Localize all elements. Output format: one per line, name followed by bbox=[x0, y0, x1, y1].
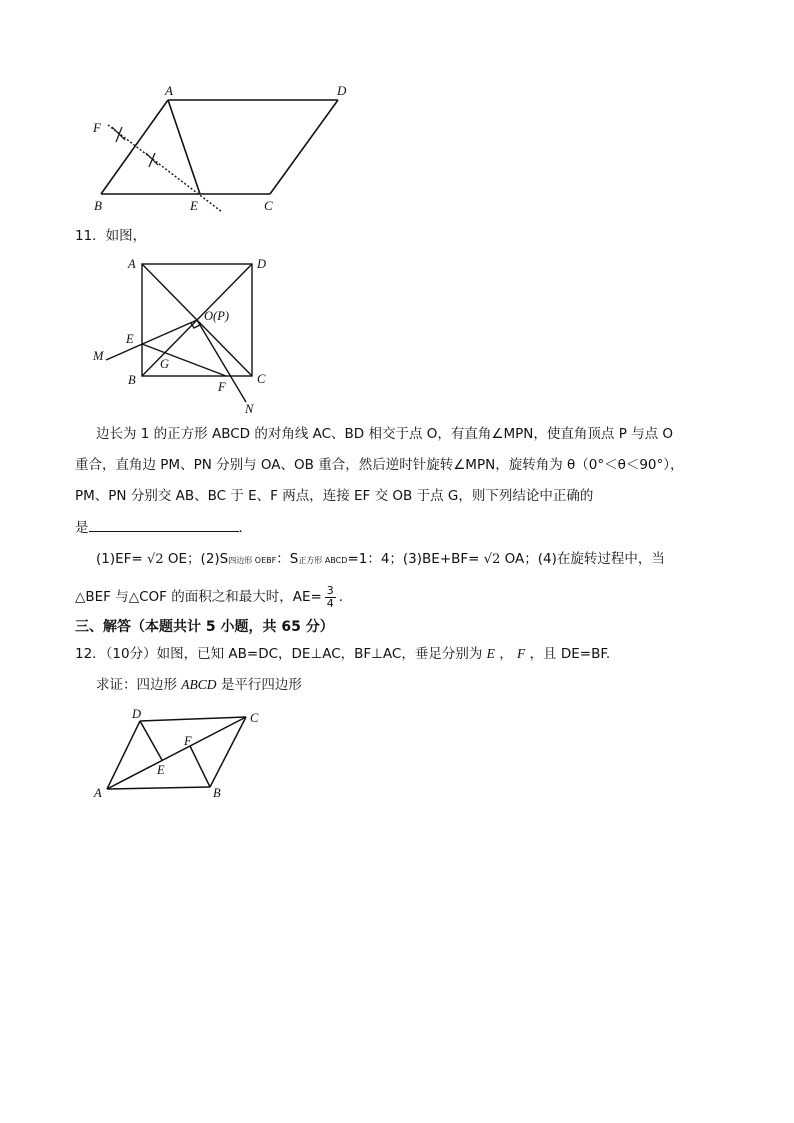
line6-end: ． bbox=[338, 589, 353, 605]
ray-pm bbox=[106, 320, 197, 360]
edge-ab bbox=[101, 100, 168, 194]
edge-dc bbox=[140, 717, 246, 721]
label-b: B bbox=[213, 786, 221, 800]
arc-mark-1a bbox=[112, 127, 125, 140]
label-g: G bbox=[160, 357, 170, 371]
q11-line4-suffix: ． bbox=[238, 520, 252, 536]
diagonal-ac bbox=[107, 717, 246, 789]
label-f: F bbox=[184, 734, 192, 748]
label-e: E bbox=[126, 332, 134, 346]
sqrt-2-b: √2 bbox=[483, 552, 501, 567]
segment-de bbox=[140, 721, 162, 760]
bisector-dotted-line bbox=[108, 125, 222, 212]
q11-line1: 边长为 1 的正方形 ABCD 的对角线 AC、BD 相交于点 O，有直角∠MPN，使直角顶点 P 与点 O bbox=[96, 426, 674, 442]
edge-bc bbox=[210, 717, 246, 787]
label-m: M bbox=[93, 349, 104, 363]
q11-line4 bbox=[75, 517, 252, 538]
q11-options-line bbox=[96, 549, 665, 571]
label-c: C bbox=[264, 198, 273, 213]
edge-ad bbox=[107, 721, 140, 789]
label-e: E bbox=[190, 198, 198, 213]
segment-ae bbox=[168, 100, 200, 194]
q11-line3: PM、PN 分别交 AB、BC 于 E、F 两点，连接 EF 交 OB 于点 G，则下列结论中正确的 bbox=[75, 488, 594, 504]
label-a: A bbox=[128, 257, 136, 271]
figure-parallelogram-construction bbox=[85, 78, 365, 218]
q12-line2 bbox=[96, 675, 302, 695]
label-a: A bbox=[165, 83, 173, 98]
frac-numerator: 3 bbox=[326, 583, 334, 597]
label-n: N bbox=[245, 402, 254, 416]
frac-denominator: 4 bbox=[326, 596, 334, 610]
opt-3-text: =1：4；(3)BE+BF= bbox=[347, 551, 480, 567]
label-d: D bbox=[337, 83, 347, 98]
label-e: E bbox=[157, 763, 165, 777]
label-b: B bbox=[128, 373, 136, 387]
fraction-3-4 bbox=[325, 585, 336, 610]
figure-parallelogram-proof bbox=[90, 705, 270, 805]
var-abcd: ABCD bbox=[181, 677, 217, 692]
line6-text: △BEF 与△COF 的面积之和最大时，AE= bbox=[75, 589, 322, 605]
q12-line2-b: 是平行四边形 bbox=[220, 677, 302, 693]
q12-line1-a: 12．（10分）如图，已知 AB=DC，DE⊥AC，BF⊥AC，垂足分别为 bbox=[75, 646, 483, 662]
label-c: C bbox=[257, 372, 266, 386]
q11-line6 bbox=[75, 584, 352, 610]
var-f: F bbox=[517, 646, 526, 661]
figure-square-rotation bbox=[90, 255, 280, 420]
label-b: B bbox=[94, 198, 102, 213]
edge-dc bbox=[270, 100, 338, 194]
q11-line2: 重合，直角边 PM、PN 分别与 OA、OB 重合，然后逆时针旋转∠MPN，旋转角为 θ（0°＜θ＜90°）， bbox=[75, 457, 684, 473]
sqrt-2: √2 bbox=[147, 552, 164, 567]
segment-bf bbox=[190, 746, 210, 787]
q12-line1-b: ，且 DE=BF. bbox=[529, 646, 611, 662]
label-f: F bbox=[93, 120, 101, 135]
label-d: D bbox=[132, 707, 142, 721]
subscript-square: 正方形 ABCD bbox=[298, 556, 348, 565]
opt-2-text: OE；(2)S bbox=[167, 551, 229, 567]
label-c: C bbox=[250, 711, 259, 725]
label-a: A bbox=[94, 786, 102, 800]
q12-sep: ， bbox=[499, 646, 513, 662]
label-o: O(P) bbox=[204, 309, 229, 323]
edge-ab bbox=[107, 787, 210, 789]
ratio-text: ：S bbox=[276, 551, 299, 567]
label-d: D bbox=[257, 257, 267, 271]
label-f: F bbox=[218, 380, 226, 394]
opt-1-text: (1)EF= bbox=[96, 551, 143, 567]
subscript-quadrilateral: 四边形 OEBF bbox=[228, 556, 277, 565]
opt-4-text: OA；(4)在旋转过程中，当 bbox=[504, 551, 665, 567]
q12-line2-a: 求证：四边形 bbox=[96, 677, 177, 693]
q11-number: 11．如图， bbox=[75, 228, 147, 244]
var-e: E bbox=[486, 646, 495, 661]
section-3-title: 三、解答（本题共计 5 小题，共 65 分） bbox=[75, 619, 334, 635]
q12-line1 bbox=[75, 644, 610, 664]
q11-line4-prefix: 是 bbox=[75, 520, 89, 536]
answer-blank[interactable] bbox=[89, 517, 239, 532]
